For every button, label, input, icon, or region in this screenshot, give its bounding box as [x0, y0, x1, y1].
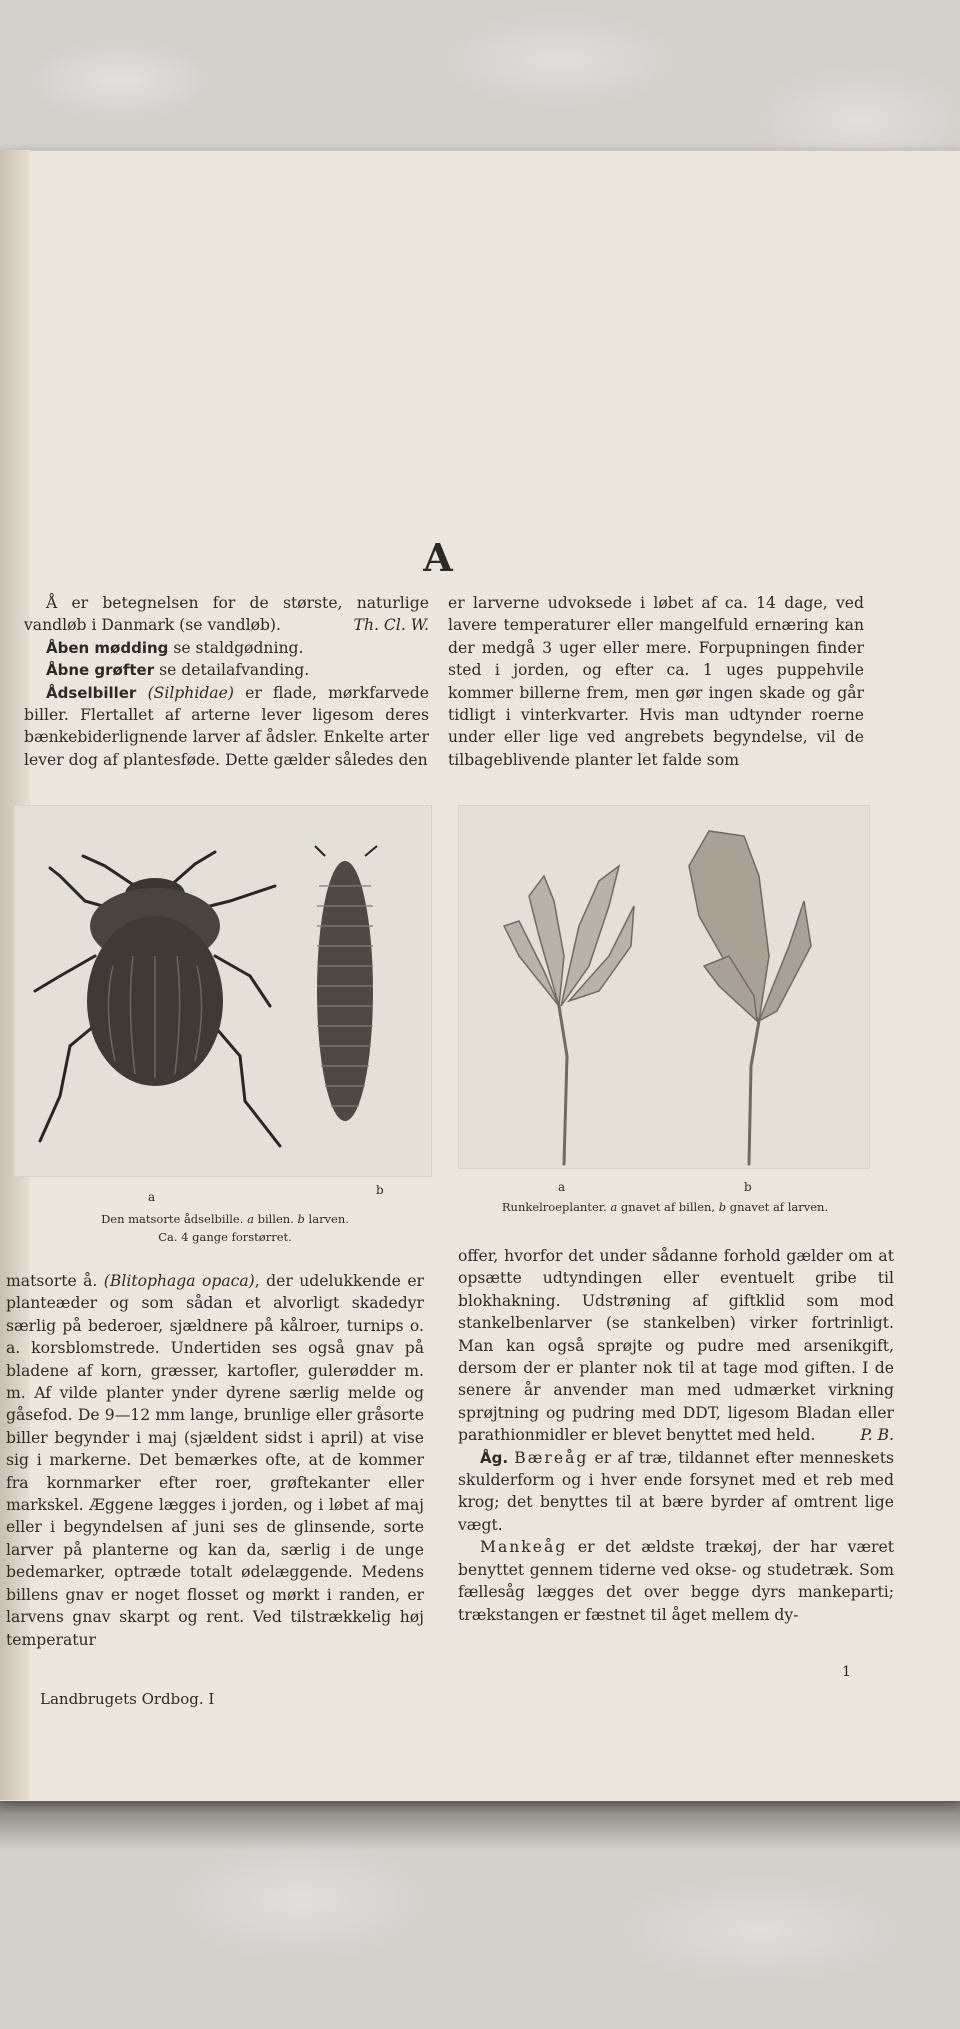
figure-label-b: b: [376, 1183, 384, 1197]
author-signature: Th. Cl. W.: [353, 616, 429, 635]
page-number: 1: [842, 1664, 851, 1680]
entry-aaben-modding: Åben mødding se staldgødning.: [46, 638, 304, 657]
entry-term: Ådselbiller: [46, 683, 137, 702]
paragraph-continued: offer, hvorfor det under sådanne forhold gælder om at opsætte udtyndingen eller eventuelt gribe til blokhakning. Udstrøning af giftklid som mod stankelbenlarver (se stankelben) virker fortrinligt. Man kan også sprøjte og pudre med arsenikgift, dersom der er planter nok til at tage mod giften. I de senere år anvender man med udmærket virkning sprøjtning og pudring med DDT, ligesom Bladan eller parathionmidler er blevet benyttet med held. P. B.: [458, 1245, 894, 1447]
entry-aag: Åg. Bæreåg er af træ, tildannet efter menneskets skulderform og i hver ende forsynet med et reb med krog; det benyttes til at bære byrder af omtrent lige vægt.: [458, 1448, 894, 1534]
book-footer-title: Landbrugets Ordbog. I: [40, 1690, 215, 1708]
beet-plants-figure: [458, 805, 870, 1169]
entry-aabne-grofter: Åbne grøfter se detailafvanding.: [46, 661, 310, 680]
left-column-top: [24, 592, 429, 771]
beetle-figure: [14, 805, 432, 1177]
letter-heading: A: [423, 535, 453, 580]
entry-term: Åben mødding: [46, 638, 169, 657]
right-column-bottom: [458, 1245, 894, 1626]
beet-plants-illustration: [459, 806, 869, 1168]
entry-term: matsorte å.: [6, 1272, 98, 1290]
right-column-top: [448, 592, 864, 771]
beetle-figure-caption: Den matsorte ådselbille. a billen. b larven. Ca. 4 gange forstørret.: [101, 1212, 349, 1244]
left-column-bottom: [6, 1270, 424, 1651]
figure-label-b: b: [744, 1180, 752, 1194]
figure-label-a: a: [148, 1190, 156, 1204]
entry-aadselbiller: Ådselbiller (Silphidae) er flade, mørkfarvede biller. Flertallet af arterne lever ligesom deres bænkebiderlignende larver af ådsler. Enkelte arter lever dog af plantesføde. Dette gælder således den: [24, 683, 429, 769]
beetle-illustration: [15, 806, 431, 1176]
beet-plants-caption: Runkelroeplanter. a gnavet af billen, b gnavet af larven.: [501, 1200, 829, 1214]
entry-aa: Å er betegnelsen for de største, naturlige vandløb i Danmark (se vandløb). Th. Cl. W.: [24, 592, 429, 637]
entry-term: Åbne grøfter: [46, 661, 155, 680]
entry-mankeaag: Mankeåg er det ældste trækøj, der har været benyttet gennem tiderne ved okse- og studetræk. Som fællesåg lægges det over begge dyrs mankeparti; trækstangen er fæstnet til åget mellem dy-: [458, 1538, 894, 1624]
entry-term: Åg.: [480, 1448, 509, 1467]
paragraph-continued: er larverne udvoksede i løbet af ca. 14 dage, ved lavere temperaturer eller mangelfuld ernæring kan der medgå 3 uger eller mere. Forpupningen finder sted i jorden, og efter ca. 1 uges puppehvile kommer billerne frem, men gør ingen skade og går tidligt i vinterkvarter. Hvis man udtynder roerne under eller lige ved angrebets begyndelse, vil de tilbageblivende planter let falde som: [448, 594, 864, 769]
entry-matsorte: matsorte å. (Blitophaga opaca), der udelukkende er planteæder og som sådan et alvorligt skadedyr særlig på bederoer, sjældnere på kålroer, turnips o. a. korsblomstrede. Undertiden ses også gnav på bladene af korn, græsser, kartofler, gulerødder m. m. Af vilde planter ynder dyrene særlig melde og gåsefod. De 9—12 mm lange, brunlige eller gråsorte biller begynder i maj (sjældent sidst i april) at vise sig i markerne. Det bemærkes ofte, at de kommer fra kornmarker efter roer, grøftekanter eller markskel. Æggene lægges i jorden, og i løbet af maj eller i begyndelsen af juni ses de glinsende, sorte larver på planterne og kan da, særlig i de unge bedemarker, optræde totalt ødelæggende. Medens billens gnav er noget flosset og mørkt i randen, er larvens gnav skarpt og rent. Ved tilstrækkelig høj temperatur: [6, 1272, 425, 1649]
author-signature: P. B.: [860, 1426, 894, 1445]
figure-label-a: a: [558, 1180, 566, 1194]
